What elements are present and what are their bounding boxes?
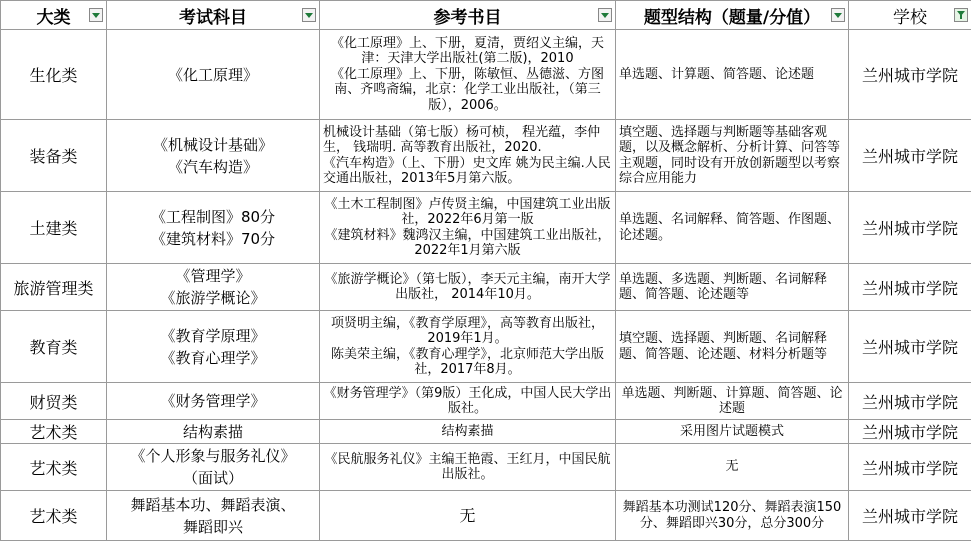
cell-subject [107, 311, 320, 383]
subject-line: 《化工原理》 [167, 65, 258, 84]
book-line: 无 [459, 505, 476, 525]
cell-books [320, 444, 616, 491]
cell-school: 兰州城市学院 [849, 311, 971, 383]
book-line: 《汽车构造》（上、下册）史文库 姚为民主编.人民交通出版社，2013年5月第六版。 [323, 155, 611, 186]
book-line: 结构素描 [441, 423, 494, 439]
cell-school: 兰州城市学院 [849, 264, 971, 311]
book-line: 《财务管理学》（第9版）王化成，中国人民大学出版社。 [323, 385, 612, 416]
subject-line: 结构素描 [182, 422, 243, 441]
subject-line: （面试） [182, 469, 243, 487]
book-line: 《建筑材料》魏鸿汉主编，中国建筑工业出版社，2022年1月第六版 [324, 227, 611, 258]
subject-line: 舞蹈即兴 [182, 517, 243, 536]
book-line: 《化工原理》上、下册，陈敏恒、丛德滋、方图南、齐鸣斋编，北京：化学工业出版社，（第三版），2006。 [330, 66, 604, 113]
cell-subject [107, 491, 320, 541]
filter-dropdown-subject[interactable] [302, 8, 316, 22]
cell-subject [107, 383, 320, 420]
table-row [1, 444, 971, 491]
header-books [320, 1, 616, 30]
filter-dropdown-structure[interactable] [831, 8, 845, 22]
cell-structure: 采用图片试题模式 [616, 420, 849, 444]
cell-category: 旅游管理类 [1, 264, 107, 311]
chevron-down-icon [834, 13, 842, 18]
cell-structure: 填空题、选择题与判断题等基础客观题，以及概念解析、分析计算、问答等主观题，同时设有开放创新题型以考察综合应用能力 [616, 120, 849, 192]
cell-school: 兰州城市学院 [849, 30, 971, 120]
header-school-label: 学校 [893, 7, 927, 28]
subject-line: 《教育学原理》 [160, 326, 266, 345]
cell-subject [107, 444, 320, 491]
table-row [1, 311, 971, 383]
header-subject-label: 考试科目 [179, 7, 247, 28]
cell-structure: 舞蹈基本功测试120分、舞蹈表演150分、舞蹈即兴30分，总分300分 [616, 491, 849, 541]
chevron-down-icon [92, 13, 100, 18]
book-line: 陈美荣主编，《教育心理学》，北京师范大学出版社，2017年8月。 [330, 346, 604, 377]
cell-school: 兰州城市学院 [849, 192, 971, 264]
cell-structure: 单选题、名词解释、简答题、作图题、论述题。 [616, 192, 849, 264]
filter-dropdown-books[interactable] [598, 8, 612, 22]
cell-subject [107, 30, 320, 120]
cell-school: 兰州城市学院 [849, 120, 971, 192]
cell-subject [107, 420, 320, 444]
subject-line: 《管理学》 [175, 267, 251, 285]
table-row [1, 30, 971, 120]
cell-subject [107, 192, 320, 264]
subject-line: 《工程制图》80分 [150, 207, 276, 226]
cell-structure: 单选题、计算题、简答题、论述题 [616, 30, 849, 120]
cell-category: 艺术类 [1, 444, 107, 491]
chevron-down-icon [305, 13, 313, 18]
cell-category: 生化类 [1, 30, 107, 120]
header-books-label: 参考书目 [433, 7, 502, 28]
chevron-down-icon [601, 13, 609, 18]
cell-school: 兰州城市学院 [849, 491, 971, 541]
header-structure [616, 1, 849, 30]
cell-books [320, 491, 616, 541]
cell-books [320, 420, 616, 444]
subject-line: 《财务管理学》 [160, 392, 266, 410]
table-row [1, 491, 971, 541]
subject-line: 舞蹈基本功、舞蹈表演、 [130, 495, 296, 514]
cell-category: 艺术类 [1, 420, 107, 444]
cell-structure: 无 [616, 444, 849, 491]
subject-line: 《教育心理学》 [160, 348, 266, 367]
table-row [1, 383, 971, 420]
cell-books [320, 311, 616, 383]
table-row [1, 192, 971, 264]
cell-school: 兰州城市学院 [849, 444, 971, 491]
header-school [849, 1, 971, 30]
table-row [1, 120, 971, 192]
cell-category: 财贸类 [1, 383, 107, 420]
book-line: 机械设计基础（第七版）杨可桢， 程光蕴，李仲生， 钱瑞明. 高等教育出版社，2020. [323, 124, 601, 155]
cell-structure: 单选题、多选题、判断题、名词解释题、简答题、论述题等 [616, 264, 849, 311]
cell-structure: 单选题、判断题、计算题、简答题、论述题 [616, 383, 849, 420]
cell-category: 装备类 [1, 120, 107, 192]
filter-funnel-icon [957, 11, 965, 19]
cell-books [320, 264, 616, 311]
book-line: 项贤明主编，《教育学原理》，高等教育出版社，2019年1月。 [330, 315, 604, 346]
subject-line: 《旅游学概论》 [160, 289, 266, 307]
header-category-label: 大类 [36, 7, 71, 28]
book-line: 《民航服务礼仪》主编王艳霞、王红月，中国民航出版社。 [324, 451, 611, 482]
header-row [1, 1, 971, 30]
header-subject [107, 1, 320, 30]
filter-dropdown-category[interactable] [89, 8, 103, 22]
cell-category: 土建类 [1, 192, 107, 264]
cell-books [320, 192, 616, 264]
table-row [1, 264, 971, 311]
subject-line: 《建筑材料》70分 [150, 229, 276, 248]
cell-subject [107, 120, 320, 192]
subject-line: 《汽车构造》 [167, 157, 258, 176]
cell-books [320, 383, 616, 420]
subject-line: 《机械设计基础》 [152, 135, 273, 154]
book-line: 《化工原理》上、下册，夏清，贾绍义主编，天津：天津大学出版社(第二版)，2010 [330, 35, 604, 67]
cell-books [320, 120, 616, 192]
cell-books [320, 30, 616, 120]
cell-category: 艺术类 [1, 491, 107, 541]
cell-category: 教育类 [1, 311, 107, 383]
filter-active-school[interactable] [954, 8, 968, 22]
cell-structure: 填空题、选择题、判断题、名词解释题、简答题、论述题、材料分析题等 [616, 311, 849, 383]
header-category [1, 1, 107, 30]
header-structure-label: 题型结构（题量/分值） [643, 7, 821, 28]
book-line: 《旅游学概论》（第七版），李天元主编，南开大学出版社， 2014年10月。 [324, 271, 611, 302]
book-line: 《土木工程制图》卢传贤主编，中国建筑工业出版社，2022年6月第一版 [324, 196, 611, 227]
table-row [1, 420, 971, 444]
subject-line: 《个人形象与服务礼仪》 [130, 447, 296, 465]
cell-school: 兰州城市学院 [849, 420, 971, 444]
cell-school: 兰州城市学院 [849, 383, 971, 420]
cell-subject [107, 264, 320, 311]
